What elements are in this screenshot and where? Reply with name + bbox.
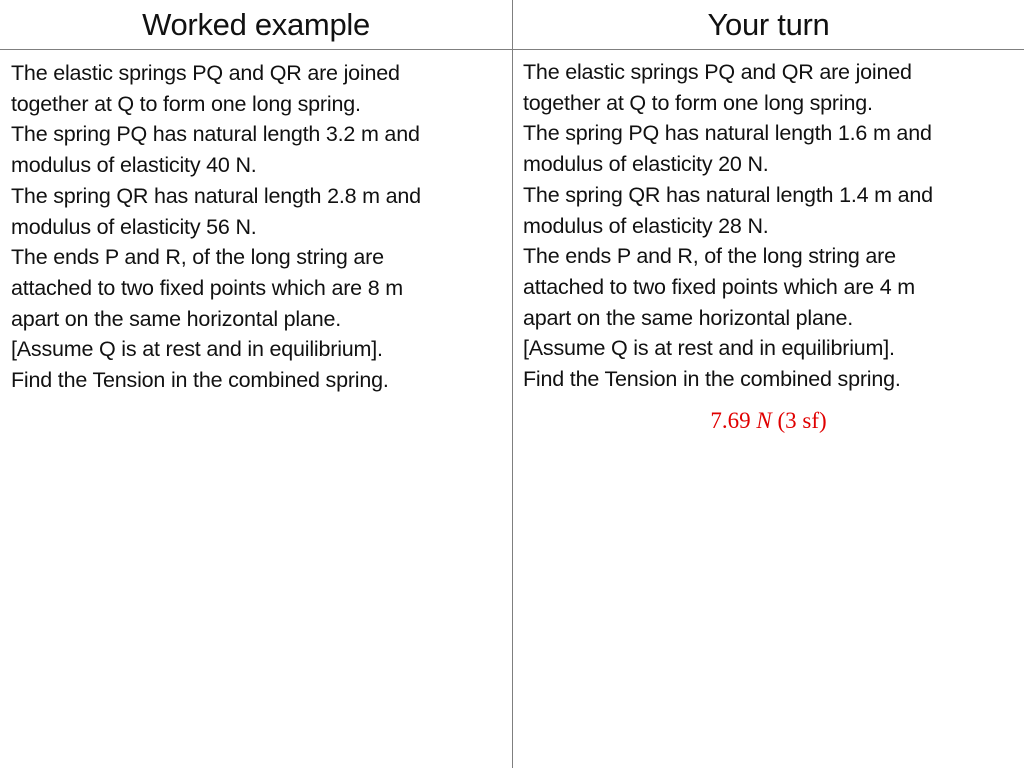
worked-line: The spring PQ has natural length 3.2 m and xyxy=(11,122,420,147)
your-turn-line: Find the Tension in the combined spring. xyxy=(523,367,901,392)
your-turn-line: apart on the same horizontal plane. xyxy=(523,305,854,330)
worked-example-text xyxy=(11,58,501,396)
your-turn-heading: Your turn xyxy=(707,7,830,42)
worked-line: modulus of elasticity 40 N. xyxy=(11,153,257,178)
answer-unit: N xyxy=(756,408,772,433)
worked-line: together at Q to form one long spring. xyxy=(11,91,361,116)
worked-line: modulus of elasticity 56 N. xyxy=(11,214,257,239)
worked-line: Find the Tension in the combined spring. xyxy=(11,368,389,393)
worked-line: attached to two fixed points which are 8 m xyxy=(11,275,403,300)
your-turn-line: attached to two fixed points which are 4 m xyxy=(523,274,915,299)
your-turn-line: [Assume Q is at rest and in equilibrium]. xyxy=(523,336,895,361)
your-turn-line: modulus of elasticity 28 N. xyxy=(523,213,769,238)
worked-line: The elastic springs PQ and QR are joined xyxy=(11,61,400,85)
answer-value: 7.69 xyxy=(710,408,751,433)
column-divider xyxy=(512,0,513,768)
your-turn-line: modulus of elasticity 20 N. xyxy=(523,152,769,177)
your-turn-line: The elastic springs PQ and QR are joined xyxy=(523,60,912,84)
your-turn-text xyxy=(523,57,1013,395)
answer xyxy=(513,408,1024,434)
your-turn-line: The spring PQ has natural length 1.6 m and xyxy=(523,121,932,146)
your-turn-line: The ends P and R, of the long string are xyxy=(523,244,896,269)
your-turn-line: together at Q to form one long spring. xyxy=(523,90,873,115)
worked-line: apart on the same horizontal plane. xyxy=(11,306,342,331)
worked-line: [Assume Q is at rest and in equilibrium]. xyxy=(11,337,383,362)
answer-note: (3 sf) xyxy=(777,408,827,433)
worked-line: The spring QR has natural length 2.8 m and xyxy=(11,183,421,208)
your-turn-line: The spring QR has natural length 1.4 m and xyxy=(523,182,933,207)
worked-example-heading: Worked example xyxy=(142,7,370,42)
worked-line: The ends P and R, of the long string are xyxy=(11,245,384,270)
